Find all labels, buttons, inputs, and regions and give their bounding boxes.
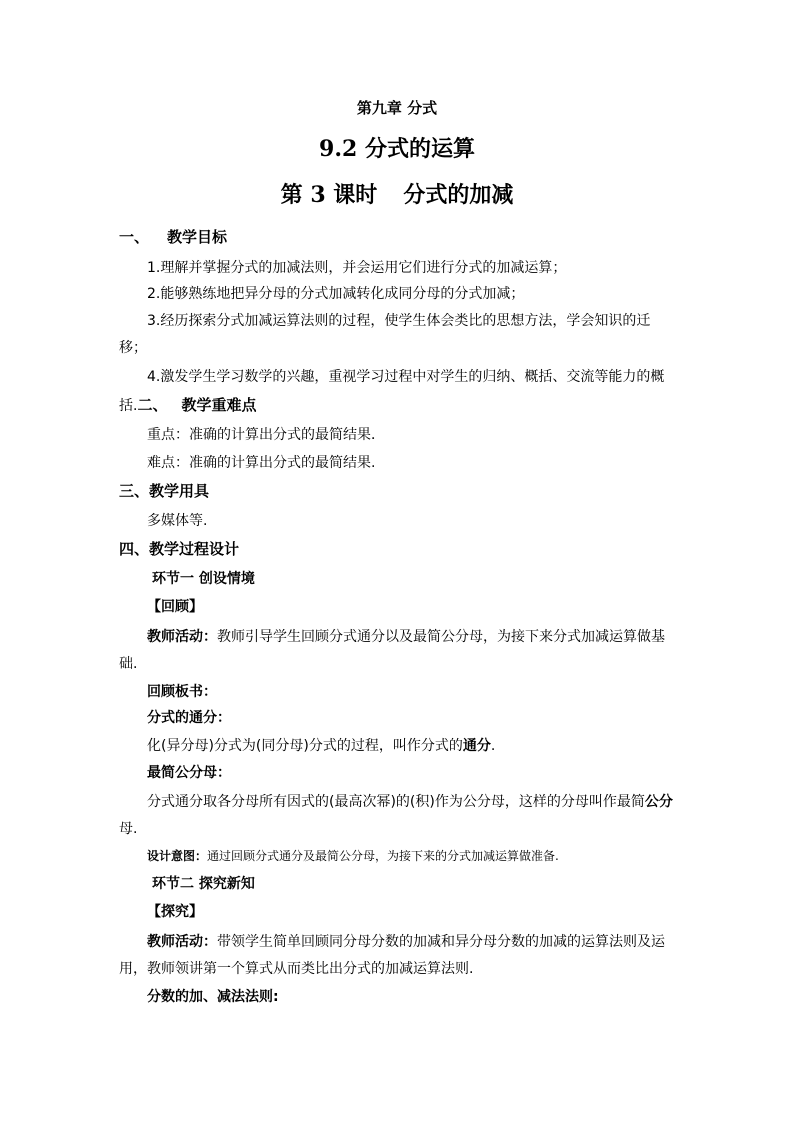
teacher-activity-1-cont: 础. <box>119 656 138 672</box>
common-denominator-term: 通分 <box>462 738 491 754</box>
board-label: 回顾板书： <box>147 684 217 700</box>
step-2-title: 环节二 探究新知 <box>152 876 255 892</box>
teacher-activity-2-label: 教师活动： <box>147 934 217 950</box>
lesson-title <box>0 181 794 209</box>
lesson-number: 第 3 课时 <box>280 182 378 208</box>
design-intent <box>147 847 559 865</box>
objective-item-3: 3.经历探索分式加减运算法则的过程，使学生体会类比的思想方法，学会知识的迁 <box>147 313 651 329</box>
lesson-topic: 分式的加减 <box>403 182 514 208</box>
explore-tag: 【探究】 <box>147 904 203 920</box>
objective-item-4-cont: 括. <box>119 398 138 414</box>
common-denominator-def: 化(异分母)分式为(同分母)分式的过程，叫作分式的 <box>147 738 463 754</box>
lcd-term: 公分 <box>644 794 673 810</box>
common-denominator-text <box>147 737 495 755</box>
design-intent-label: 设计意图： <box>147 849 208 863</box>
objective-item-2: 2.能够熟练地把异分母的分式加减转化成同分母的分式加减； <box>147 286 525 302</box>
lcd-text <box>147 793 673 811</box>
keypoints-heading-number: 二、 <box>137 396 168 414</box>
lcd-label: 最简公分母： <box>147 765 231 781</box>
common-denominator-label: 分式的通分： <box>147 710 231 726</box>
objectives-heading-number: 一、 <box>119 228 150 246</box>
tools-text: 多媒体等. <box>147 513 208 529</box>
key-point-difficulty: 难点：准确的计算出分式的最简结果. <box>147 455 376 471</box>
fraction-rule-label: 分数的加、减法法则: <box>147 989 279 1005</box>
keypoints-heading-label: 教学重难点 <box>181 396 257 414</box>
teacher-activity-1-label: 教师活动： <box>147 629 217 645</box>
lcd-def: 分式通分取各分母所有因式的(最高次幂)的(积)作为公分母，这样的分母叫作最简 <box>147 794 645 810</box>
step-1-title: 环节一 创设情境 <box>152 571 255 587</box>
objective-item-3-cont: 移； <box>119 340 147 356</box>
objective-item-4-cont-line <box>119 396 256 415</box>
teacher-activity-2-cont: 用，教师领讲第一个算式从而类比出分式的加减运算法则. <box>119 961 474 977</box>
lcd-text-cont: 母. <box>119 821 138 837</box>
teacher-activity-1 <box>147 628 665 646</box>
process-heading: 四、教学过程设计 <box>119 540 240 558</box>
common-denominator-end: . <box>490 738 496 754</box>
key-point-focus: 重点：准确的计算出分式的最简结果． <box>147 427 385 443</box>
objectives-heading-label: 教学目标 <box>167 228 228 246</box>
tools-heading: 三、教学用具 <box>119 482 210 500</box>
teacher-activity-2-text: 带领学生简单回顾同分母分数的加减和异分母分数的加减的运算法则及运 <box>217 934 665 950</box>
design-intent-text: 通过回顾分式通分及最简公分母，为接下来的分式加减运算做准备. <box>207 849 559 863</box>
objective-item-4: 4.激发学生学习数学的兴趣，重视学习过程中对学生的归纳、概括、交流等能力的概 <box>147 369 665 385</box>
teacher-activity-1-text: 教师引导学生回顾分式通分以及最简公分母，为接下来分式加减运算做基 <box>217 629 665 645</box>
section-title: 9.2 分式的运算 <box>319 136 475 162</box>
objective-item-1: 1.理解并掌握分式的加减法则，并会运用它们进行分式的加减运算； <box>147 260 567 276</box>
chapter-title: 第九章 分式 <box>356 99 438 117</box>
objectives-heading <box>119 228 227 246</box>
review-tag: 【回顾】 <box>147 599 203 615</box>
teacher-activity-2 <box>147 933 665 951</box>
